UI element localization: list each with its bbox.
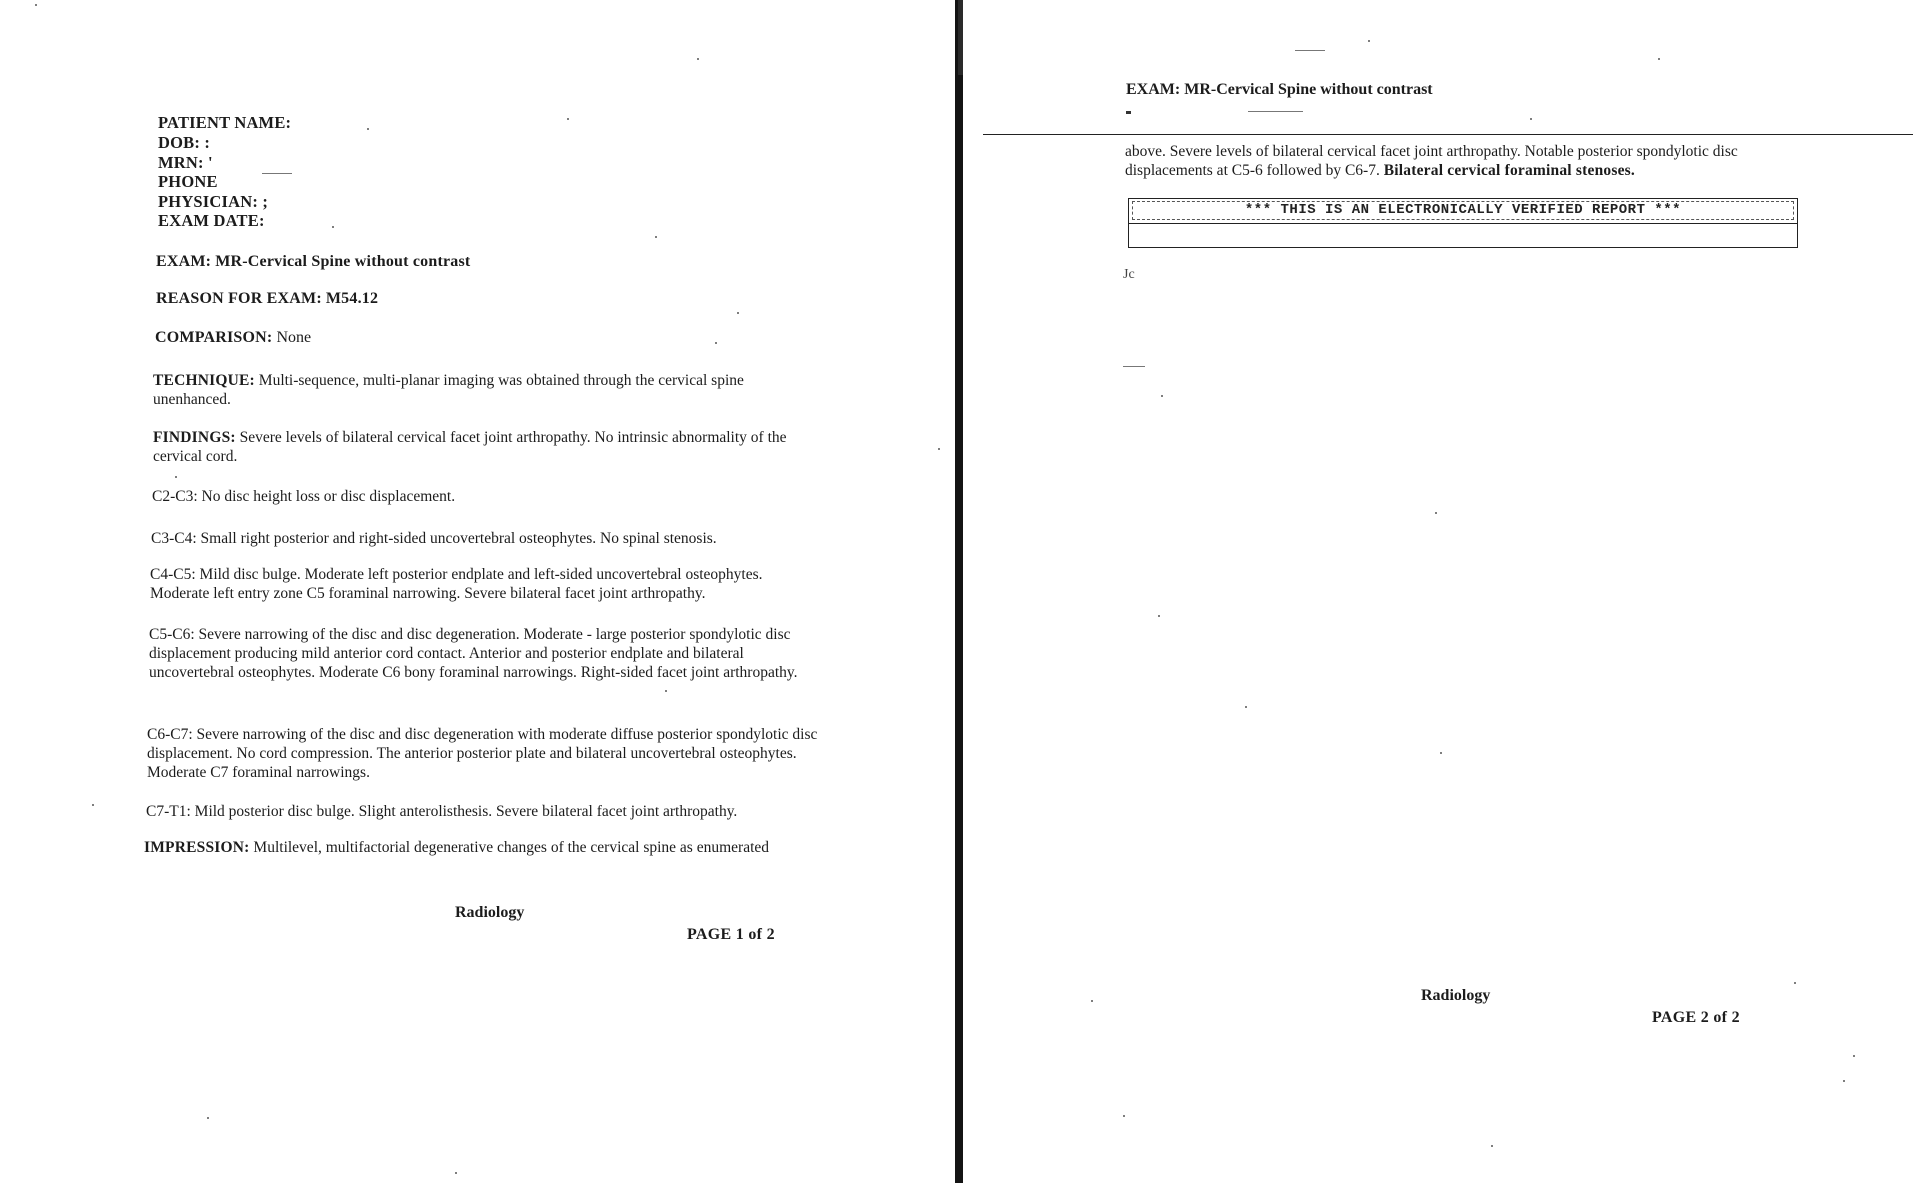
- technique-label: TECHNIQUE:: [153, 372, 255, 389]
- scan-speckle: [455, 1172, 457, 1174]
- level-text: Severe narrowing of the disc and disc degeneration. Moderate - large posterior spondylotic disc displacement producing mild anterior cord contact. Anterior and posterior endplate and bilateral uncovertebral osteophytes. Moderate C6 bony foraminal narrowings. Right-sided facet joint arthropathy.: [149, 626, 798, 681]
- scan-speckle: [262, 173, 292, 174]
- reason-value: M54.12: [325, 290, 379, 307]
- exam-value: MR-Cervical Spine without contrast: [215, 253, 471, 270]
- page2-footer-page-number: PAGE 2 of 2: [1652, 1009, 1740, 1026]
- scan-speckle: [92, 804, 94, 806]
- level-c2-c3: [152, 487, 832, 506]
- mrn-label: MRN: ': [158, 153, 213, 172]
- scan-speckle: [1530, 118, 1532, 120]
- page-divider: [955, 0, 963, 1183]
- findings-label: FINDINGS:: [153, 429, 236, 446]
- scan-speckle: [1435, 512, 1437, 514]
- level-c6-c7: [147, 725, 827, 782]
- findings-text: Severe levels of bilateral cervical facet joint arthropathy. No intrinsic abnormality of the cervical cord.: [153, 429, 787, 465]
- reason-line: [156, 289, 378, 308]
- physician-label: PHYSICIAN: ;: [158, 192, 269, 211]
- level-c5-c6: [149, 625, 829, 682]
- scan-speckle: [175, 476, 177, 478]
- verification-banner-text: *** THIS IS AN ELECTRONICALLY VERIFIED REPORT ***: [1244, 202, 1682, 218]
- scan-speckle: [1248, 111, 1303, 112]
- scan-speckle: [655, 236, 657, 238]
- scan-speckle: [1843, 1080, 1845, 1082]
- report-page-1: [0, 0, 955, 1183]
- footer-page-number: PAGE 1 of 2: [687, 926, 775, 943]
- page2-exam-header: EXAM: MR-Cervical Spine without contrast: [1126, 81, 1433, 98]
- level-label: C4-C5:: [150, 566, 196, 583]
- patient-name-label: PATIENT NAME:: [158, 113, 292, 132]
- impression-text: Multilevel, multifactorial degenerative changes of the cervical spine as enumerated: [253, 839, 770, 856]
- scan-speckle: [1158, 615, 1160, 617]
- scan-speckle: [1368, 40, 1370, 42]
- level-c7-t1: [146, 802, 836, 821]
- scan-speckle: [1245, 706, 1247, 708]
- scan-speckle: [1123, 1115, 1125, 1117]
- scan-speckle: [207, 1117, 209, 1119]
- phone-label: PHONE: [158, 172, 218, 191]
- verification-banner: [1128, 198, 1798, 248]
- page2-footer-department: Radiology: [1421, 987, 1491, 1004]
- scan-speckle: [1091, 1000, 1093, 1002]
- level-label: C2-C3:: [152, 488, 198, 505]
- scan-speckle: [715, 342, 717, 344]
- level-text: No disc height loss or disc displacement.: [201, 488, 456, 505]
- scan-speckle: [665, 690, 667, 692]
- level-text: Small right posterior and right-sided uncovertebral osteophytes. No spinal stenosis.: [200, 530, 717, 547]
- technique-paragraph: [153, 371, 781, 409]
- page2-continued-paragraph: [1125, 142, 1785, 180]
- scan-speckle: [1126, 111, 1131, 114]
- level-text: Mild disc bulge. Moderate left posterior endplate and left-sided uncovertebral osteophytes. Moderate left entry zone C5 foraminal narrowing. Severe bilateral facet joint arthropathy.: [150, 566, 763, 602]
- scan-speckle: [938, 448, 940, 450]
- comparison-line: [155, 328, 311, 347]
- scan-speckle: [1161, 395, 1163, 397]
- level-text: Severe narrowing of the disc and disc degeneration with moderate diffuse posterior spondylotic disc displacement. No cord compression. The anterior posterior plate and bilateral uncovertebral osteophytes. Moderate C7 foraminal narrowings.: [147, 726, 818, 781]
- reason-label: REASON FOR EXAM:: [156, 290, 322, 307]
- exam-date-label: EXAM DATE:: [158, 211, 265, 230]
- scan-speckle: [367, 128, 369, 130]
- continued-text: above. Severe levels of bilateral cervical facet joint arthropathy. Notable posterior spondylotic disc displacements at C5-6 followed by C6-7.: [1125, 143, 1738, 179]
- scan-speckle: [332, 226, 334, 228]
- exam-label: EXAM:: [156, 253, 212, 270]
- impression-paragraph: [144, 838, 864, 857]
- continued-bold-text: Bilateral cervical foraminal stenoses.: [1383, 162, 1635, 179]
- scan-speckle: [567, 118, 569, 120]
- scan-speckle: [737, 312, 739, 314]
- verification-banner-row: [1129, 199, 1797, 224]
- scan-speckle: [1295, 50, 1325, 51]
- scan-speckle: [697, 58, 699, 60]
- footer-department: Radiology: [455, 904, 525, 921]
- level-label: C3-C4:: [151, 530, 197, 547]
- report-page-2: [963, 0, 1920, 1183]
- technique-text: Multi-sequence, multi-planar imaging was obtained through the cervical spine unenhanced.: [153, 372, 744, 408]
- exam-line: [156, 252, 470, 271]
- scan-speckle: [1123, 366, 1145, 367]
- level-text: Mild posterior disc bulge. Slight anterolisthesis. Severe bilateral facet joint arthropathy.: [194, 803, 738, 820]
- scan-speckle: [35, 4, 37, 6]
- page2-header-rule: [983, 134, 1913, 135]
- scan-speckle: [1658, 58, 1660, 60]
- level-c3-c4: [151, 529, 831, 548]
- comparison-value: None: [276, 329, 312, 346]
- level-label: C6-C7:: [147, 726, 193, 743]
- scan-speckle: [1440, 752, 1442, 754]
- dob-label: DOB: :: [158, 133, 211, 152]
- findings-paragraph: [153, 428, 821, 466]
- comparison-label: COMPARISON:: [155, 329, 273, 346]
- scan-speckle: [1794, 982, 1796, 984]
- scan-speckle: [1853, 1055, 1855, 1057]
- signature-fragment: Jc: [1123, 267, 1135, 282]
- level-c4-c5: [150, 565, 808, 603]
- level-label: C5-C6:: [149, 626, 195, 643]
- scan-speckle: [1491, 1145, 1493, 1147]
- level-label: C7-T1:: [146, 803, 191, 820]
- impression-label: IMPRESSION:: [144, 839, 250, 856]
